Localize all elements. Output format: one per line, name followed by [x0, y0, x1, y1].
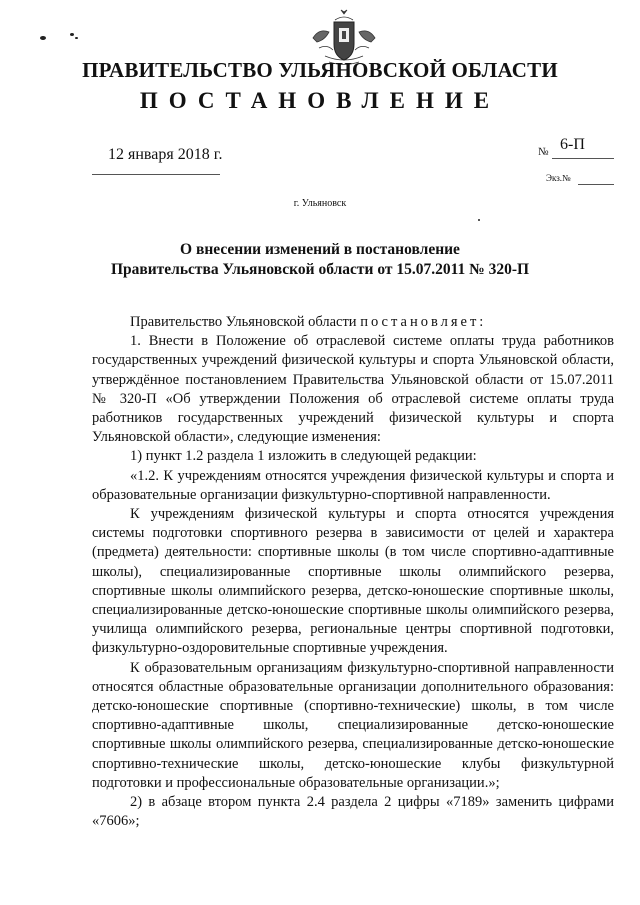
government-name: ПРАВИТЕЛЬСТВО УЛЬЯНОВСКОЙ ОБЛАСТИ: [82, 58, 558, 82]
copy-number-label: Экз.№: [546, 173, 571, 183]
document-type: ПОСТАНОВЛЕНИЕ: [139, 88, 501, 113]
city: г. Ульяновск: [293, 198, 347, 209]
number-underline: [552, 158, 614, 159]
decree-title-line-2: Правительства Ульяновской области от 15.07.2011 № 320-П: [110, 261, 530, 278]
copy-number-underline: [578, 184, 614, 185]
scan-speck: [40, 36, 46, 40]
decree-title-line-1: О внесении изменений в постановление: [180, 241, 460, 258]
paragraph-2: 1) пункт 1.2 раздела 1 изложить в следующей редакции:: [130, 448, 477, 465]
decree-body: [92, 313, 614, 831]
decree-number: 6-П: [560, 136, 585, 153]
intro-lead: Правительство Ульяновской области: [130, 314, 361, 330]
scan-speck: [75, 37, 78, 39]
paragraph-1: 1. Внести в Положение об отраслевой системе оплаты труда работников государственных учреждений физической культуры и спорта Ульяновской области, утверждённое постановлением Правительства Ульяновской области от 15.07.2011 № 320-П «Об утверждении Положения об отраслевой системе оплаты труда работников государственных учреждений физической культуры и спорта Ульяновской области», следующие изменения:: [92, 333, 614, 446]
paragraph-4: К учреждениям физической культуры и спорта относятся учреждения системы подготовки спортивного резерва в зависимости от целей и характера (предмета) деятельности: спортивные школы (в том числе спортивно-адаптивные школы), специализированные спортивные школы олимпийского резерва, спортивные школы олимпийского резерва, детско-юношеские спортивные школы, специализированные детско-юношеские спортивные школы олимпийского резерва, училища олимпийского резерва, региональные центры спортивной подготовки, физкультурно-оздоровительные спортивные учреждения.: [92, 506, 614, 657]
date-underline: [92, 174, 220, 175]
paragraph-5: К образовательным организациям физкультурно-спортивной направленности относятся областные образовательные организации дополнительного образования: детско-юношеские спортивные (спортивно-технические) школы, в том числе спортивно-адаптивные школы, специализированные детско-юношеские спортивные школы олимпийского резерва, специализированные детско-юношеские спортивно-технические школы, детско-юношеские клубы физкультурной подготовки и профессиональные образовательные организации.»;: [92, 659, 614, 791]
scan-speck: [478, 219, 480, 221]
scan-speck: [70, 33, 74, 36]
paragraph-6: 2) в абзаце втором пункта 2.4 раздела 2 цифры «7189» заменить цифрами «7606»;: [92, 794, 614, 830]
intro-paragraph: [92, 313, 614, 332]
number-sign: №: [538, 146, 549, 158]
decree-date: 12 января 2018 г.: [108, 146, 223, 163]
intro-verb: постановляет:: [360, 314, 487, 330]
paragraph-3: «1.2. К учреждениям относятся учреждения физической культуры и спорта и образовательные организации физкультурно-спортивной направленности.: [92, 467, 614, 503]
